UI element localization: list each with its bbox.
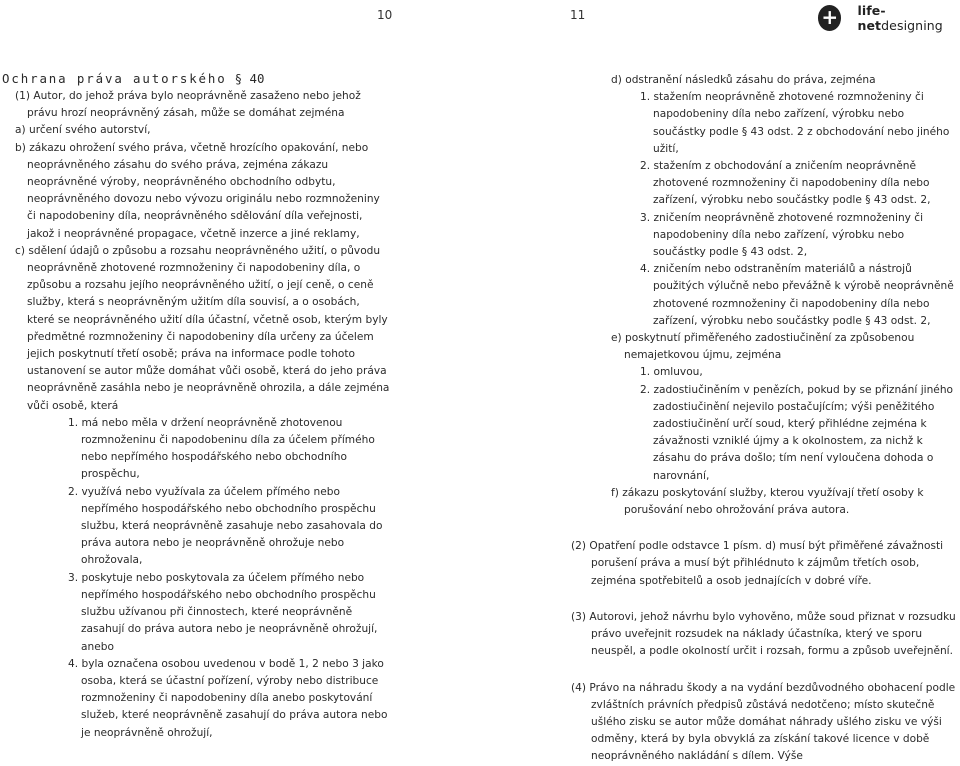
item-d: d) odstranění následků zásahu do práva, zejména bbox=[611, 74, 876, 86]
brand-name bbox=[857, 3, 960, 33]
item-d-2: 2. stažením z obchodování a zničením neoprávněně zhotovené rozmnoženiny či napodobeniny díla nebo zařízení, výrobku nebo součástky podle § 43 odst. 2, bbox=[640, 160, 931, 207]
plus-icon: + bbox=[818, 5, 841, 31]
item-d-3: 3. zničením neoprávněně zhotovené rozmnoženiny či napodobeniny díla nebo zařízení, výrobku nebo součástky podle § 43 odst. 2, bbox=[640, 211, 924, 259]
right-column bbox=[571, 72, 960, 766]
item-e-1: 1. omluvou, bbox=[640, 366, 703, 379]
item-c-1: 1. má nebo měla v držení neoprávněně zhotovenou rozmnoženinu či napodobeninu díla za účelem přímého nebo nepřímého hospodářského nebo obchodního prospěchu, bbox=[68, 416, 375, 481]
item-f: f) zákazu poskytování služby, kterou využívají třetí osoby k porušování nebo ohrožování práva autora. bbox=[611, 486, 924, 517]
page-number-left: 10 bbox=[377, 8, 393, 22]
item-d-4: 4. zničením nebo odstraněním materiálů a nástrojů použitých výlučně nebo převážně k výrobě neoprávněně zhotovené rozmnoženiny či napodobeniny díla nebo zařízení, výrobku nebo součástky podle § 43 odst. 2, bbox=[640, 263, 954, 327]
brand-name-rest: designing bbox=[881, 18, 943, 33]
page-number-right: 11 bbox=[570, 8, 586, 22]
item-b: b) zákazu ohrožení svého práva, včetně hrozícího opakování, nebo neoprávněného zásahu do svého práva, zejména zákazu neoprávněné výroby, neoprávněného obchodního odbytu, neoprávněného dovozu nebo vývozu originálu nebo rozmnoženiny či napodobeniny díla, neoprávněného sdělování díla veřejnosti, jakož i neoprávněné propagace, včetně inzerce a jiné reklamy, bbox=[15, 141, 380, 240]
paragraph-4: (4) Právo na náhradu škody a na vydání bezdůvodného obohacení podle zvláštních právních předpisů zůstává nedotčeno; místo skutečně ušlého zisku se autor může domáhat náhrady ušlého zisku ve výši odměny, která by byla obvyklá za získání takové licence v době neoprávněného nakládání s dílem. Výše bbox=[571, 681, 956, 763]
paragraph-1: (1) Autor, do jehož práva bylo neoprávněně zasaženo nebo jehož právu hrozí neoprávněný zásah, může se domáhat zejména bbox=[15, 90, 361, 120]
paragraph-2: (2) Opatření podle odstavce 1 písm. d) musí být přiměřené závažnosti porušení práva a musí být přihlédnuto k zájmům třetích osob, zejména spotřebitelů a osob jednajících v dobré víře. bbox=[571, 540, 944, 587]
section-title-text: Ochrana práva autorského bbox=[2, 71, 227, 86]
item-c: c) sdělení údajů o způsobu a rozsahu neoprávněného užití, o původu neoprávněně zhotovené rozmnoženiny či napodobeniny díla, o způsobu a rozsahu jejího neoprávněného užití, o její ceně, o ceně služby, která s neoprávněným užitím díla souvisí, a o osobách, které se neoprávněného užití díla účastní, včetně osob, kterým byly předmětné rozmnoženiny či napodobeniny díla určeny za účelem jejich poskytnutí třetí osobě; práva na informace podle tohoto ustanovení se autor může domáhat vůči osobě, která do jeho práva neoprávněně zasáhla nebo je neoprávněně ohrozila, a dále zejména vůči osobě, která bbox=[15, 244, 390, 412]
section-sign: § 40 bbox=[234, 71, 265, 86]
brand-logo bbox=[818, 3, 960, 33]
item-d-1: 1. stažením neoprávněně zhotovené rozmnoženiny či napodobeniny díla nebo zařízení, výrobku nebo součástky podle § 43 odst. 2 z obchodování nebo jiného užití, bbox=[640, 91, 950, 155]
item-a: a) určení svého autorství, bbox=[15, 124, 151, 137]
item-e: e) poskytnutí přiměřeného zadostiučinění za způsobenou nemajetkovou újmu, zejména bbox=[611, 332, 915, 362]
section-title bbox=[2, 70, 390, 88]
item-c-2: 2. využívá nebo využívala za účelem přímého nebo nepřímého hospodářského nebo obchodního prospěchu službu, která neoprávněně zasahuje nebo zasahovala do práva autora nebo je neoprávněně ohrožuje nebo ohrožovala, bbox=[68, 485, 383, 567]
paragraph-3: (3) Autorovi, jehož návrhu bylo vyhověno, může soud přiznat v rozsudku právo uveřejnit rozsudek na náklady účastníka, který ve sporu neuspěl, a podle okolností určit i rozsah, formu a způsob uveřejnění. bbox=[571, 610, 956, 658]
brand-name-bold: life-net bbox=[857, 3, 886, 33]
item-c-3: 3. poskytuje nebo poskytovala za účelem přímého nebo nepřímého hospodářského nebo obchodního prospěchu službu užívanou při činnostech, které neoprávněně zasahují do práva autora nebo je neoprávněně ohrožují, anebo bbox=[68, 571, 378, 653]
left-column bbox=[2, 70, 390, 742]
item-c-4: 4. byla označena osobou uvedenou v bodě 1, 2 nebo 3 jako osoba, která se účastní pořízení, výroby nebo distribuce rozmnoženiny či napodobeniny díla anebo poskytování služeb, které neoprávněně zasahují do práva autora nebo je neoprávněně ohrožují, bbox=[68, 657, 388, 739]
item-e-2: 2. zadostiučiněním v penězích, pokud by se přiznání jiného zadostiučinění nejevilo postačujícím; výši peněžitého zadostiučinění určí soud, který přihlédne zejména k závažnosti vzniklé újmy a k okolnostem, za nichž k zásahu do práva došlo; tím není vyloučena dohoda o narovnání, bbox=[640, 383, 954, 482]
